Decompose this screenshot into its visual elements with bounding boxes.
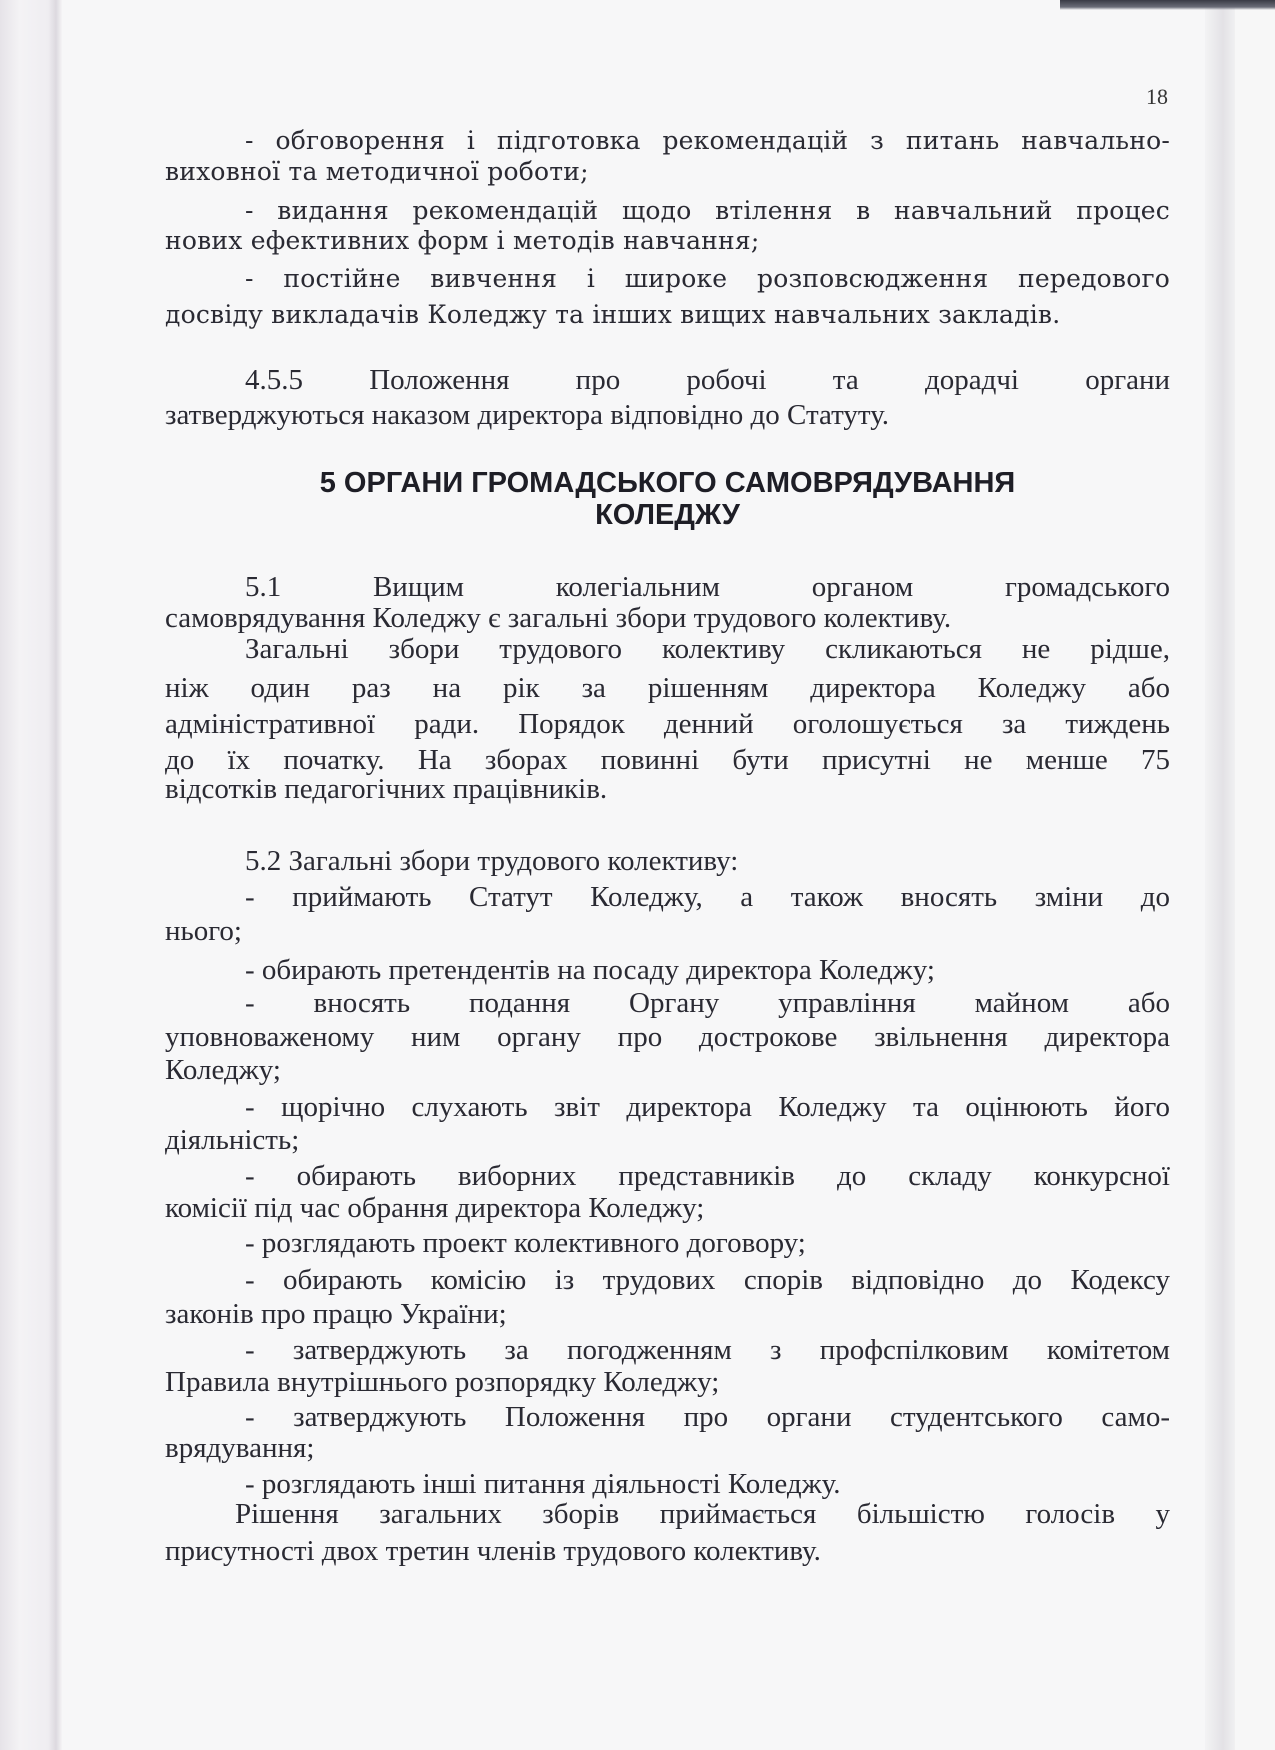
text-line: присутності двох третин членів трудового колективу.	[165, 1535, 821, 1567]
text-line: самоврядування Коледжу є загальні збори трудового колективу.	[165, 602, 952, 634]
text-line: - розглядають інші питання діяльності Коледжу.	[245, 1468, 841, 1500]
text-line: нових ефективних форм і методів навчання;	[165, 226, 760, 255]
text-line: уповноваженому ним органу про дострокове звільнення директора	[165, 1021, 1170, 1053]
text-line: Рішення загальних зборів приймається більшістю голосів у	[235, 1498, 1170, 1530]
text-line: комісії під час обрання директора Коледжу;	[165, 1192, 705, 1224]
top-scan-edge	[1060, 0, 1275, 10]
text-line: - затверджують Положення про органи студентського само-	[245, 1401, 1170, 1433]
text-line: - щорічно слухають звіт директора Коледжу та оцінюють його	[245, 1091, 1170, 1123]
right-page-edge-shadow	[1205, 0, 1235, 1750]
text-line: - обирають претендентів на посаду директора Коледжу;	[245, 954, 935, 986]
text-line: виховної та методичної роботи;	[165, 157, 589, 186]
text-line: відсотків педагогічних працівників.	[165, 773, 608, 805]
text-line: до їх початку. На зборах повинні бути присутні не менше 75	[165, 744, 1170, 776]
text-line: адміністративної ради. Порядок денний оголошується за тиждень	[165, 708, 1170, 740]
text-line: Правила внутрішнього розпорядку Коледжу;	[165, 1366, 720, 1398]
text-line: врядування;	[165, 1432, 315, 1464]
text-line: - обирають виборних представників до складу конкурсної	[245, 1160, 1170, 1192]
right-margin	[1235, 0, 1275, 1750]
text-line: - постійне вивчення і широке розповсюдження передового	[245, 264, 1170, 293]
text-line: - обирають комісію із трудових спорів відповідно до Кодексу	[245, 1264, 1170, 1296]
text-line: - обговорення і підготовка рекомендацій з питань навчально-	[245, 126, 1170, 155]
text-line: затверджуються наказом директора відповідно до Статуту.	[165, 399, 890, 431]
page-number: 18	[1146, 84, 1168, 109]
text-line: 5.2 Загальні збори трудового колективу:	[245, 845, 739, 877]
text-line: - приймають Статут Коледжу, а також вносять зміни до	[245, 881, 1170, 913]
text-line: 4.5.5 Положення про робочі та дорадчі органи	[245, 364, 1170, 396]
text-line: - вносять подання Органу управління майном або	[245, 987, 1170, 1019]
text-line: Коледжу;	[165, 1054, 281, 1086]
text-line: - затверджують за погодженням з профспілковим комітетом	[245, 1334, 1170, 1366]
text-line: ніж один раз на рік за рішенням директора Коледжу або	[165, 672, 1170, 704]
text-line: - видання рекомендацій щодо втілення в навчальний процес	[245, 196, 1170, 225]
text-line: 5.1 Вищим колегіальним органом громадського	[245, 571, 1170, 603]
text-line: - розглядають проект колективного договору;	[245, 1227, 806, 1259]
text-line: Загальні збори трудового колективу скликаються не рідше,	[245, 633, 1170, 665]
text-line: законів про працю України;	[165, 1298, 507, 1330]
text-line: досвіду викладачів Коледжу та інших вищих навчальних закладів.	[165, 300, 1061, 329]
section-heading: 5 ОРГАНИ ГРОМАДСЬКОГО САМОВРЯДУВАННЯ	[319, 467, 1016, 499]
text-line: діяльність;	[165, 1124, 300, 1156]
left-page-fold	[0, 0, 62, 1750]
section-heading: КОЛЕДЖУ	[595, 499, 740, 531]
text-line: нього;	[165, 915, 242, 947]
